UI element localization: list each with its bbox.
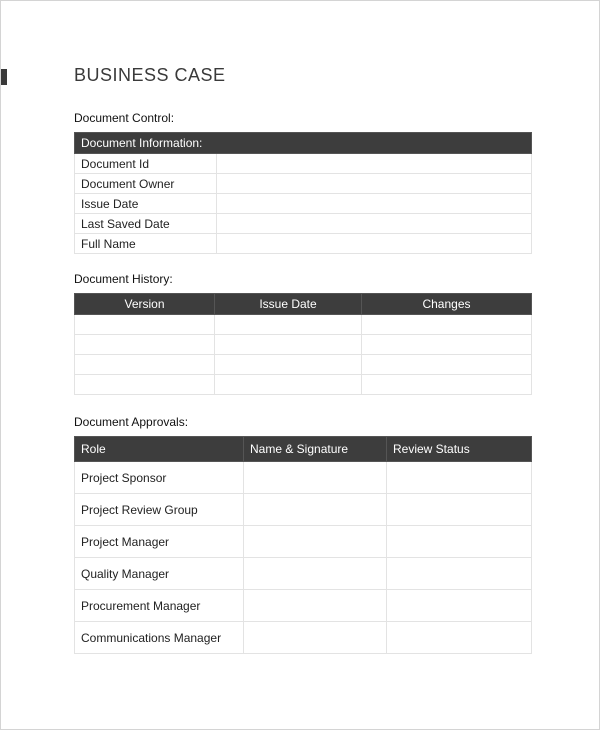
role-cell: Quality Manager [75,558,244,590]
document-history-label: Document History: [74,272,173,286]
changes-cell[interactable] [362,335,532,355]
changes-cell[interactable] [362,355,532,375]
version-cell[interactable] [75,335,215,355]
table-row [75,526,532,558]
table-row [75,335,532,355]
review-status-cell[interactable] [387,590,532,622]
role-cell: Project Review Group [75,494,244,526]
document-control-label: Document Control: [74,111,175,125]
row-label: Document Owner [75,174,217,194]
version-cell[interactable] [75,315,215,335]
table-row [75,214,532,234]
table-row [75,590,532,622]
table-row [75,154,532,174]
document-history-table [74,293,532,395]
signature-cell[interactable] [244,590,387,622]
review-status-cell[interactable] [387,622,532,654]
review-status-cell[interactable] [387,558,532,590]
table-row [75,194,532,214]
table-row [75,315,532,335]
role-cell: Project Manager [75,526,244,558]
table-row [75,558,532,590]
signature-cell[interactable] [244,462,387,494]
table-row [75,375,532,395]
table-row [75,234,532,254]
changes-cell[interactable] [362,375,532,395]
last-saved-date-value[interactable] [217,214,532,234]
column-header: Changes [362,294,532,315]
role-cell: Project Sponsor [75,462,244,494]
signature-cell[interactable] [244,526,387,558]
role-cell: Communications Manager [75,622,244,654]
issue-date-value[interactable] [217,194,532,214]
signature-cell[interactable] [244,558,387,590]
issue-date-cell[interactable] [215,315,362,335]
version-cell[interactable] [75,355,215,375]
column-header: Version [75,294,215,315]
review-status-cell[interactable] [387,462,532,494]
table-row [75,462,532,494]
row-label: Full Name [75,234,217,254]
row-label: Issue Date [75,194,217,214]
review-status-cell[interactable] [387,526,532,558]
page-edge-marker [1,69,7,85]
document-information-header: Document Information: [75,133,532,154]
document-approvals-label: Document Approvals: [74,415,189,429]
table-row [75,174,532,194]
signature-cell[interactable] [244,494,387,526]
column-header: Issue Date [215,294,362,315]
table-row [75,494,532,526]
document-id-value[interactable] [217,154,532,174]
column-header: Name & Signature [244,437,387,462]
document-owner-value[interactable] [217,174,532,194]
table-row [75,622,532,654]
signature-cell[interactable] [244,622,387,654]
row-label: Document Id [75,154,217,174]
table-row [75,355,532,375]
version-cell[interactable] [75,375,215,395]
changes-cell[interactable] [362,315,532,335]
issue-date-cell[interactable] [215,375,362,395]
document-information-table [74,132,532,254]
column-header: Review Status [387,437,532,462]
issue-date-cell[interactable] [215,355,362,375]
document-approvals-table [74,436,532,654]
column-header: Role [75,437,244,462]
full-name-value[interactable] [217,234,532,254]
review-status-cell[interactable] [387,494,532,526]
role-cell: Procurement Manager [75,590,244,622]
page-title: BUSINESS CASE [74,65,226,85]
row-label: Last Saved Date [75,214,217,234]
issue-date-cell[interactable] [215,335,362,355]
